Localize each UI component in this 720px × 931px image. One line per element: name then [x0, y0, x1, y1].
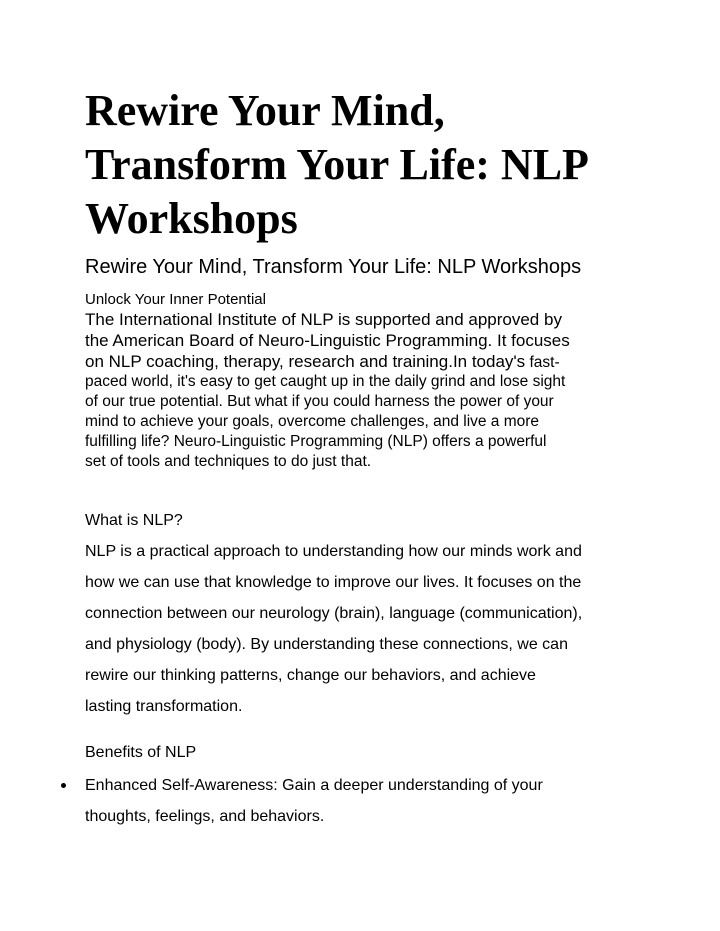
list-item-line: thoughts, feelings, and behaviors.	[85, 808, 325, 825]
intro-line	[85, 351, 645, 372]
intro-line-part: In today's	[452, 352, 526, 371]
what-is-nlp-paragraph	[85, 536, 645, 722]
section-heading-what-is-nlp: What is NLP?	[85, 512, 183, 529]
section-heading-benefits: Benefits of NLP	[85, 744, 197, 761]
intro-line: The International Institute of NLP is supported and approved by	[85, 310, 562, 329]
paragraph-line: NLP is a practical approach to understanding how our minds work and	[85, 543, 582, 560]
paragraph-line: rewire our thinking patterns, change our behaviors, and achieve	[85, 667, 536, 684]
page-subtitle: Rewire Your Mind, Transform Your Life: NLP Workshops	[85, 256, 582, 278]
intro-line: the American Board of Neuro-Linguistic Programming. It focuses	[85, 331, 570, 350]
intro-heading: Unlock Your Inner Potential	[85, 291, 266, 308]
paragraph-line: connection between our neurology (brain), language (communication),	[85, 605, 583, 622]
intro-paragraph	[85, 309, 645, 472]
paragraph-line: how we can use that knowledge to improve our lives. It focuses on the	[85, 574, 582, 591]
intro-line: fulfilling life? Neuro-Linguistic Programming (NLP) offers a powerful	[85, 433, 547, 450]
intro-line-part: fast-	[525, 354, 560, 371]
page-title-line-2: Transform Your Life: NLP	[85, 140, 589, 189]
intro-line: set of tools and techniques to do just that.	[85, 453, 372, 470]
page-title-line-3: Workshops	[85, 194, 298, 243]
page-title-line-1: Rewire Your Mind,	[85, 86, 445, 135]
list-item-line: Enhanced Self-Awareness: Gain a deeper understanding of your	[85, 777, 543, 794]
intro-line: of our true potential. But what if you could harness the power of your	[85, 393, 554, 410]
paragraph-line: and physiology (body). By understanding these connections, we can	[85, 636, 568, 653]
list-item	[0, 770, 720, 832]
intro-section	[85, 290, 645, 472]
paragraph-line: lasting transformation.	[85, 698, 243, 715]
intro-line: paced world, it's easy to get caught up in the daily grind and lose sight	[85, 373, 566, 390]
intro-line-part: on NLP coaching, therapy, research and training.	[85, 352, 453, 371]
bullet-icon	[61, 783, 66, 788]
page-title	[85, 84, 685, 246]
intro-line: mind to achieve your goals, overcome challenges, and live a more	[85, 413, 540, 430]
benefits-list	[0, 770, 720, 832]
